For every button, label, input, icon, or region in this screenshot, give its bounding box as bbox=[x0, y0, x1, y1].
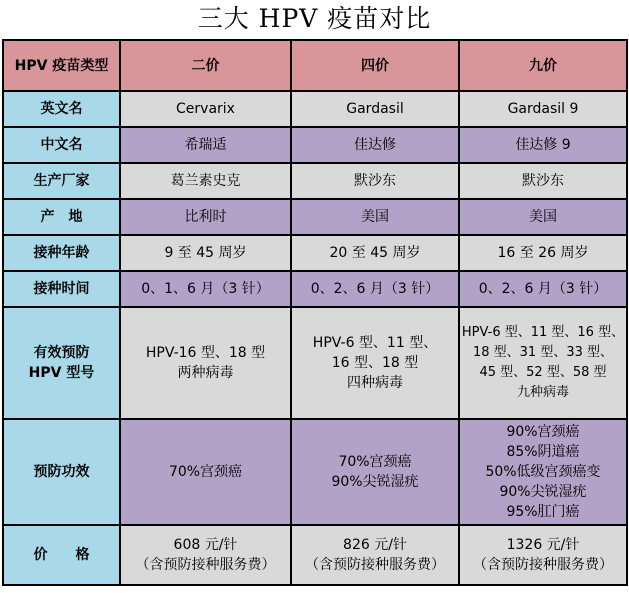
cell-line: HPV-6 型、11 型、16 型、 bbox=[461, 325, 625, 340]
row-label: 产 地 bbox=[3, 199, 120, 235]
cell-line: 826 元/针 bbox=[343, 537, 407, 553]
cell-line: （含预防接种服务费） bbox=[473, 557, 613, 573]
cell-line: 90%尖锐湿疣 bbox=[499, 484, 587, 500]
header-cell: HPV 疫苗类型 bbox=[3, 40, 120, 91]
cell-line: 70%宫颈癌 bbox=[168, 464, 243, 480]
table-cell bbox=[459, 307, 627, 419]
table-cell: 默沙东 bbox=[459, 163, 627, 199]
cell-line: 90%宫颈癌 bbox=[506, 424, 580, 440]
table-row bbox=[3, 419, 627, 525]
table-cell bbox=[291, 525, 459, 585]
table-cell: 0、2、6 月（3 针） bbox=[459, 271, 627, 307]
header-cell: 二价 bbox=[120, 40, 291, 91]
vaccine-comparison-table bbox=[2, 39, 628, 586]
table-row bbox=[3, 235, 627, 271]
cell-line: 四种病毒 bbox=[347, 375, 403, 391]
table-row bbox=[3, 271, 627, 307]
table-cell: 美国 bbox=[291, 199, 459, 235]
row-label: 英文名 bbox=[3, 91, 120, 127]
table-row bbox=[3, 307, 627, 419]
table-cell: 16 至 26 周岁 bbox=[459, 235, 627, 271]
table-row bbox=[3, 91, 627, 127]
table-header-row bbox=[3, 40, 627, 91]
table-cell: 0、2、6 月（3 针） bbox=[291, 271, 459, 307]
table-row bbox=[3, 525, 627, 585]
cell-line: 18 型、31 型、33 型、 bbox=[472, 345, 614, 360]
table-cell: Cervarix bbox=[120, 91, 291, 127]
table-cell: 9 至 45 周岁 bbox=[120, 235, 291, 271]
cell-line: 两种病毒 bbox=[177, 365, 234, 381]
cell-line: HPV-6 型、11 型、 bbox=[312, 335, 438, 351]
table-cell bbox=[459, 419, 627, 525]
row-label: 生产厂家 bbox=[3, 163, 120, 199]
table-cell bbox=[291, 419, 459, 525]
table-cell bbox=[120, 419, 291, 525]
table-row bbox=[3, 199, 627, 235]
table-cell: Gardasil bbox=[291, 91, 459, 127]
table-cell: 佳达修 9 bbox=[459, 127, 627, 163]
cell-line: HPV-16 型、18 型 bbox=[145, 345, 266, 361]
cell-line: 608 元/针 bbox=[173, 537, 238, 553]
cell-line: 95%肛门癌 bbox=[506, 504, 580, 520]
table-cell: 希瑞适 bbox=[120, 127, 291, 163]
cell-line: 50%低级宫颈癌变 bbox=[485, 464, 601, 480]
cell-line: （含预防接种服务费） bbox=[305, 557, 445, 573]
table-cell: 0、1、6 月（3 针） bbox=[120, 271, 291, 307]
table-cell bbox=[291, 307, 459, 419]
row-label-line: 有效预防 bbox=[33, 345, 90, 361]
table-cell: 20 至 45 周岁 bbox=[291, 235, 459, 271]
page-title: 三大 HPV 疫苗对比 bbox=[197, 4, 432, 33]
table-cell: 佳达修 bbox=[291, 127, 459, 163]
row-label: 预防功效 bbox=[3, 419, 120, 525]
row-label: 接种年龄 bbox=[3, 235, 120, 271]
cell-line: 90%尖锐湿疣 bbox=[331, 474, 419, 490]
table-cell bbox=[120, 307, 291, 419]
row-label: 价 格 bbox=[3, 525, 120, 585]
cell-line: 1326 元/针 bbox=[506, 537, 580, 553]
cell-line: 16 型、18 型 bbox=[331, 355, 419, 371]
row-label bbox=[3, 307, 120, 419]
table-cell: 比利时 bbox=[120, 199, 291, 235]
table-row bbox=[3, 163, 627, 199]
table-cell bbox=[120, 525, 291, 585]
table-cell: 默沙东 bbox=[291, 163, 459, 199]
header-cell: 九价 bbox=[459, 40, 627, 91]
cell-line: 九种病毒 bbox=[516, 385, 569, 400]
table-cell bbox=[459, 525, 627, 585]
table-row bbox=[3, 127, 627, 163]
table-cell: 美国 bbox=[459, 199, 627, 235]
row-label-line: HPV 型号 bbox=[28, 365, 95, 381]
cell-line: 70%宫颈癌 bbox=[338, 454, 412, 470]
header-cell: 四价 bbox=[291, 40, 459, 91]
cell-line: 45 型、52 型、58 型 bbox=[479, 365, 607, 380]
row-label: 中文名 bbox=[3, 127, 120, 163]
cell-line: （含预防接种服务费） bbox=[135, 557, 276, 573]
table-cell: 葛兰素史克 bbox=[120, 163, 291, 199]
table-cell: Gardasil 9 bbox=[459, 91, 627, 127]
cell-line: 85%阴道癌 bbox=[506, 444, 580, 460]
row-label: 接种时间 bbox=[3, 271, 120, 307]
